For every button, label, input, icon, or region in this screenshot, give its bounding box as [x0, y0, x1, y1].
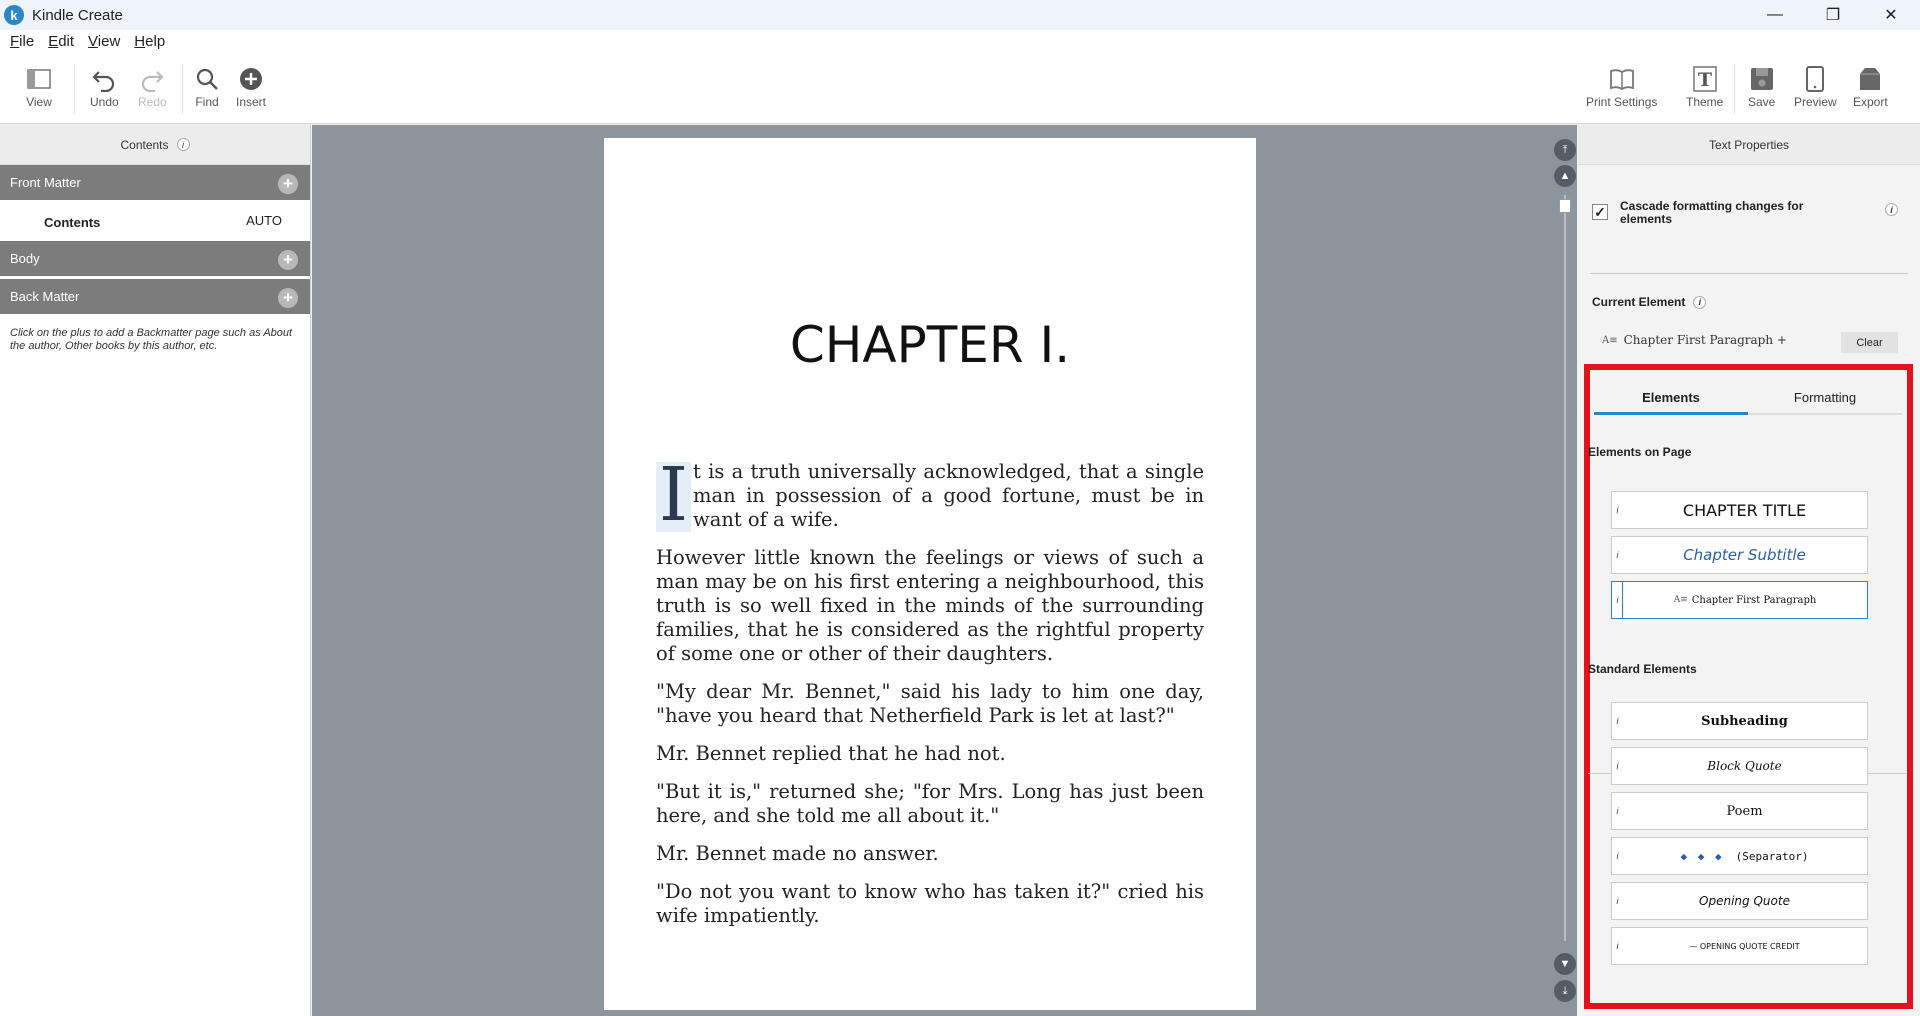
- book-page[interactable]: [604, 138, 1256, 1010]
- print-settings-label: Print Settings: [1586, 95, 1658, 109]
- current-element-label: Current Element: [1592, 295, 1686, 309]
- info-icon[interactable]: i: [1611, 792, 1624, 830]
- menu-help[interactable]: [134, 33, 165, 50]
- contents-page-item[interactable]: [0, 203, 310, 241]
- paragraph[interactable]: However little known the feelings or views of such a man may be on his first entering a neighbourhood, this truth is so well fixed in the minds of the surrounding families, that he is considered as the rightful property of some one or other of their daughters.: [656, 546, 1204, 665]
- back-matter-label: Back Matter: [10, 289, 80, 304]
- menu-bar: [0, 30, 1920, 52]
- document-canvas: [312, 125, 1577, 1016]
- info-icon[interactable]: i: [1611, 882, 1624, 920]
- theme-button[interactable]: [1686, 66, 1723, 109]
- insert-button[interactable]: [236, 66, 266, 109]
- clear-button[interactable]: Clear: [1841, 332, 1898, 353]
- info-icon[interactable]: i: [1611, 702, 1624, 740]
- contents-auto-badge: AUTO: [246, 213, 282, 228]
- paragraph[interactable]: "But it is," returned she; "for Mrs. Long has just been here, and she told me all about it.": [656, 780, 1204, 827]
- redo-icon: [139, 66, 165, 92]
- element-chapter-title[interactable]: CHAPTER TITLE: [1622, 491, 1868, 529]
- info-icon[interactable]: i: [1611, 536, 1624, 574]
- export-label: Export: [1853, 95, 1888, 109]
- info-icon[interactable]: i: [177, 138, 190, 151]
- find-button[interactable]: [194, 66, 220, 109]
- menu-view-label: iew: [97, 32, 121, 50]
- preview-label: Preview: [1794, 95, 1837, 109]
- toolbar-divider: [182, 64, 183, 114]
- info-icon[interactable]: i: [1693, 296, 1706, 309]
- contents-header-label: Contents: [120, 137, 169, 152]
- scroll-to-top-icon[interactable]: ⤒: [1554, 139, 1576, 161]
- undo-icon: [91, 66, 117, 92]
- title-bar: [0, 0, 1920, 30]
- element-separator-label: (Separator): [1735, 849, 1809, 863]
- kindle-create-logo-icon: k: [4, 5, 24, 25]
- info-icon[interactable]: i: [1611, 581, 1624, 619]
- element-subheading[interactable]: Subheading: [1622, 702, 1868, 740]
- toolbar-divider: [1734, 64, 1735, 114]
- menu-edit-label: dit: [58, 32, 75, 50]
- theme-text-icon: [1692, 66, 1718, 92]
- scroll-to-bottom-icon[interactable]: ⤓: [1554, 980, 1576, 1002]
- section-front-matter[interactable]: [0, 165, 310, 203]
- tab-formatting[interactable]: Formatting: [1793, 390, 1857, 405]
- paragraph-style-icon: A≡: [1602, 334, 1618, 346]
- save-button[interactable]: [1748, 66, 1775, 109]
- section-back-matter[interactable]: [0, 279, 310, 317]
- back-matter-hint: Click on the plus to add a Backmatter page such as About the author, Other books by this author, etc.: [10, 327, 293, 352]
- tablet-preview-icon: [1802, 66, 1828, 92]
- cascade-option: [1592, 200, 1892, 226]
- minimize-button[interactable]: —: [1767, 6, 1783, 23]
- menu-file-label: ile: [19, 32, 35, 50]
- contents-panel: [0, 125, 311, 1016]
- body-label: Body: [10, 251, 40, 266]
- cascade-checkbox[interactable]: ✓: [1592, 204, 1608, 220]
- current-element-value: [1602, 333, 1787, 347]
- scroll-track[interactable]: [1564, 195, 1566, 941]
- element-separator[interactable]: [1622, 837, 1868, 875]
- chapter-body[interactable]: [656, 452, 1204, 942]
- undo-button[interactable]: [90, 66, 119, 109]
- front-matter-label: Front Matter: [10, 175, 81, 190]
- menu-help-label: elp: [145, 32, 166, 50]
- scroll-thumb[interactable]: [1559, 199, 1571, 213]
- view-button[interactable]: [26, 66, 52, 109]
- menu-file-mnemonic: F: [10, 32, 20, 50]
- view-layout-icon: [26, 66, 52, 92]
- paragraph[interactable]: Mr. Bennet replied that he had not.: [656, 742, 1006, 765]
- menu-view-mnemonic: V: [88, 32, 98, 50]
- undo-label: Undo: [90, 95, 119, 109]
- chapter-first-paragraph[interactable]: [656, 452, 1204, 538]
- element-block-quote[interactable]: Block Quote: [1622, 747, 1868, 785]
- info-icon[interactable]: i: [1611, 491, 1624, 529]
- element-chapter-first-paragraph-label: Chapter First Paragraph: [1691, 594, 1817, 606]
- cascade-label: Cascade formatting changes for elements: [1620, 199, 1804, 226]
- add-front-matter-plus-icon[interactable]: +: [278, 174, 298, 194]
- current-element-heading: [1592, 295, 1706, 309]
- standard-elements-title: Standard Elements: [1588, 662, 1697, 676]
- contents-item-label: Contents: [44, 214, 101, 230]
- text-properties-panel: [1578, 125, 1920, 1016]
- toolbar-divider: [74, 64, 75, 114]
- vertical-scrollbar[interactable]: [1550, 125, 1580, 1016]
- insert-label: Insert: [236, 95, 267, 109]
- add-back-matter-plus-icon[interactable]: +: [278, 288, 298, 308]
- drop-cap: I: [656, 462, 691, 532]
- theme-label: Theme: [1686, 95, 1724, 109]
- contents-panel-header: [0, 125, 310, 165]
- svg-text:T: T: [1697, 69, 1712, 91]
- find-label: Find: [195, 95, 219, 109]
- element-chapter-subtitle[interactable]: Chapter Subtitle: [1622, 536, 1868, 574]
- current-element-name: Chapter First Paragraph +: [1623, 333, 1787, 347]
- export-box-icon: [1857, 66, 1883, 92]
- info-icon[interactable]: i: [1611, 837, 1624, 875]
- search-icon: [194, 66, 220, 92]
- separator-diamonds-icon: ◆ ◆ ◆: [1680, 849, 1724, 863]
- chapter-title[interactable]: CHAPTER I.: [789, 316, 1071, 374]
- plus-circle-icon: [238, 66, 264, 92]
- save-label: Save: [1748, 95, 1776, 109]
- view-label: View: [26, 95, 52, 109]
- scroll-down-icon[interactable]: ▼: [1554, 953, 1576, 975]
- book-icon: [1609, 66, 1635, 92]
- paragraph[interactable]: "Do not you want to know who has taken it?" cried his wife impatiently.: [656, 880, 1204, 927]
- app-title: Kindle Create: [32, 6, 123, 24]
- info-icon[interactable]: i: [1885, 203, 1898, 216]
- info-icon[interactable]: i: [1611, 747, 1624, 785]
- menu-view[interactable]: [88, 33, 120, 50]
- redo-button[interactable]: [138, 66, 167, 109]
- print-settings-button[interactable]: [1586, 66, 1657, 109]
- preview-button[interactable]: [1794, 66, 1837, 109]
- scroll-up-icon[interactable]: ▲: [1554, 165, 1576, 187]
- menu-edit[interactable]: [48, 33, 74, 50]
- element-chapter-first-paragraph[interactable]: [1622, 581, 1868, 619]
- elements-on-page-title: Elements on Page: [1588, 445, 1692, 459]
- info-icon[interactable]: i: [1611, 927, 1624, 965]
- toolbar: [0, 52, 1920, 124]
- element-poem[interactable]: Poem: [1622, 792, 1868, 830]
- menu-help-mnemonic: H: [134, 32, 146, 50]
- menu-file[interactable]: [10, 33, 34, 50]
- section-body[interactable]: [0, 241, 310, 279]
- paragraph-style-icon: A≡: [1673, 595, 1688, 605]
- tab-elements[interactable]: Elements: [1594, 382, 1748, 415]
- add-body-plus-icon[interactable]: +: [278, 250, 298, 270]
- export-button[interactable]: [1853, 66, 1888, 109]
- close-button[interactable]: ✕: [1884, 7, 1898, 24]
- element-opening-quote[interactable]: Opening Quote: [1622, 882, 1868, 920]
- properties-tabs: [1594, 382, 1902, 415]
- save-icon: [1749, 66, 1775, 92]
- first-paragraph-text: t is a truth universally acknowledged, that a single man in possession of a good fortune, must be in want of a wife.: [693, 460, 1204, 531]
- text-properties-header: Text Properties: [1578, 125, 1920, 165]
- maximize-button[interactable]: ❐: [1825, 7, 1841, 24]
- redo-label: Redo: [138, 95, 167, 109]
- element-opening-quote-credit[interactable]: — OPENING QUOTE CREDIT: [1622, 927, 1868, 965]
- menu-edit-mnemonic: E: [48, 32, 59, 50]
- paragraph[interactable]: Mr. Bennet made no answer.: [656, 842, 939, 865]
- paragraph[interactable]: "My dear Mr. Bennet," said his lady to him one day, "have you heard that Netherfield Park is let at last?": [656, 680, 1204, 727]
- divider: [1590, 273, 1908, 274]
